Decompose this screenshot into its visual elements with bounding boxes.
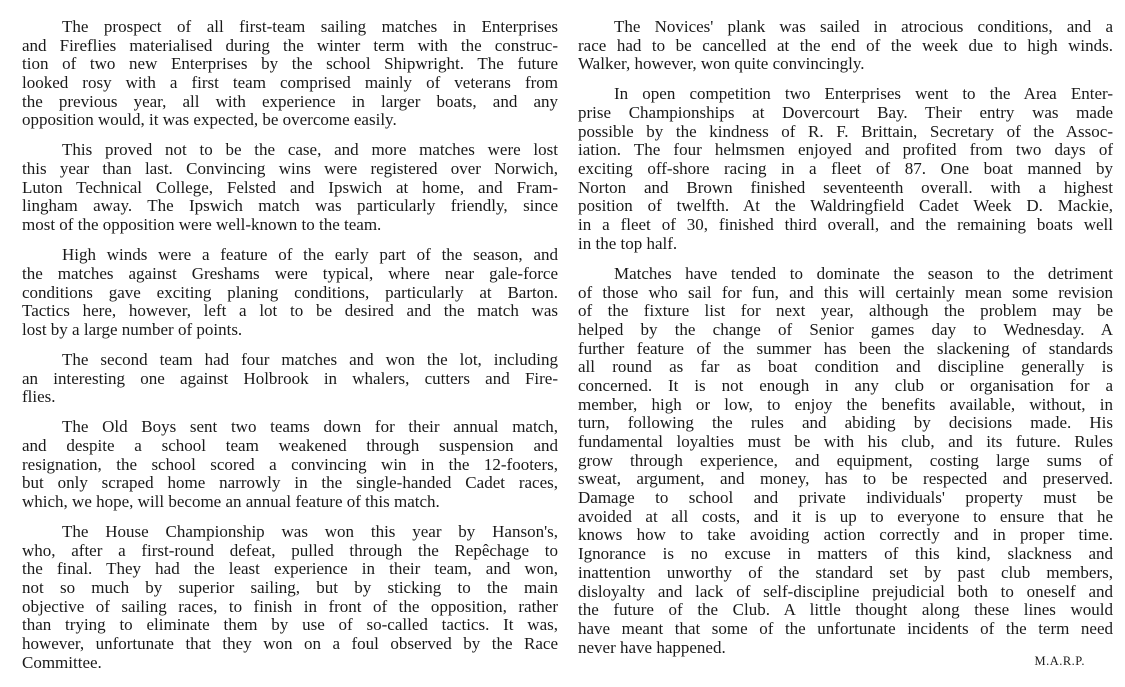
text-line: This proved not to be the case, and more matches were lost — [62, 140, 558, 160]
text-line: member, high or low, to enjoy the benefits available, without, in — [578, 394, 1113, 414]
text-line: which, we hope, will become an annual feature of this match. — [22, 492, 440, 511]
text-line: The Novices' plank was sailed in atrocious conditions, and a — [614, 17, 1113, 36]
text-line: not so much by superior sailing, but by sticking to the main — [22, 578, 558, 598]
text-line: an interesting one against Holbrook in whalers, cutters and Fire- — [22, 368, 558, 388]
text-line: the final. They had the least experience in their team, and won, — [22, 559, 558, 579]
text-line: the previous year, all with experience in larger boats, and any — [22, 91, 558, 111]
text-line: but only scraped home narrowly in the single-handed Cadet races, — [22, 473, 558, 493]
author-initials: M.A.R.P. — [1034, 654, 1085, 668]
left-column — [22, 18, 558, 684]
paragraph — [22, 351, 558, 407]
text-line: possible by the kindness of R. F. Brittain, Secretary of the Assoc- — [578, 121, 1113, 141]
text-line: who, after a first-round defeat, pulled through the Repêchage to — [22, 540, 558, 560]
text-line: the future of the Club. A little thought along these lines would — [578, 600, 1113, 620]
text-line: prise Championships at Dovercourt Bay. Their entry was made — [578, 103, 1113, 123]
text-line: Tactics here, however, left a lot to be desired and the match was — [22, 301, 558, 321]
text-line: in a fleet of 30, finished third overall, and the remaining boats well — [578, 215, 1113, 235]
text-line: tion of two new Enterprises by the school Shipwright. The future — [22, 54, 558, 74]
text-line: and Fireflies materialised during the winter term with the construc- — [22, 35, 558, 55]
paragraph — [22, 18, 558, 130]
text-line: conditions gave exciting planing conditions, particularly at Barton. — [22, 282, 558, 302]
text-line: grow through experience, and equipment, costing large sums of — [578, 450, 1113, 470]
text-line: of the fixture list for next year, although the problem may be — [578, 301, 1113, 321]
text-line: of those who sail for fun, and this will certainly mean some revision — [578, 282, 1113, 302]
text-line: however, unfortunate that they won on a foul observed by the Race — [22, 634, 558, 654]
text-line: exciting off-shore racing in a fleet of 87. One boat manned by — [578, 159, 1113, 179]
text-line: all round as far as boat condition and discipline generally is — [578, 357, 1113, 377]
text-line: Walker, however, won quite convincingly. — [578, 54, 865, 74]
text-line: inattention unworthy of the standard set by past club members, — [578, 562, 1113, 582]
text-line: Damage to school and private individuals' property must be — [578, 488, 1113, 508]
text-line: have meant that some of the unfortunate incidents of the term need — [578, 618, 1113, 638]
text-line: Luton Technical College, Felsted and Ipswich at home, and Fram- — [22, 177, 558, 197]
text-line: never have happened. — [578, 637, 726, 657]
text-line: concerned. It is not enough in any club or organisation for a — [578, 375, 1113, 395]
text-line: in the top half. — [578, 233, 678, 253]
paragraph — [578, 18, 1113, 74]
text-line: the matches against Greshams were typical, where near gale-force — [22, 263, 558, 283]
text-line: The second team had four matches and won the lot, including — [62, 349, 558, 369]
text-line: High winds were a feature of the early part of the season, and — [62, 245, 558, 265]
paragraph — [22, 246, 558, 339]
paragraph — [22, 418, 558, 511]
text-line: race had to be cancelled at the end of the week due to high winds. — [578, 35, 1113, 55]
text-line: Matches have tended to dominate the season to the detriment — [614, 263, 1113, 283]
text-line: The prospect of all first-team sailing matches in Enterprises — [62, 17, 558, 36]
text-line: looked rosy with a first team comprised mainly of veterans from — [22, 73, 558, 93]
text-line: lingham away. The Ipswich match was particularly friendly, since — [22, 196, 558, 216]
right-column — [578, 18, 1113, 669]
text-line: Ignorance is no excuse in matters of this kind, slackness and — [578, 544, 1113, 564]
text-line: most of the opposition were well-known to the team. — [22, 215, 382, 235]
text-line: The Old Boys sent two teams down for their annual match, — [62, 417, 558, 437]
text-line: sweat, argument, and money, has to be respected and preserved. — [578, 469, 1113, 489]
text-line: Norton and Brown finished seventeenth overall. with a highest — [578, 177, 1113, 197]
text-line: iation. The four helmsmen enjoyed and profited from two days of — [578, 140, 1113, 160]
text-line: Committee. — [22, 652, 102, 672]
text-line: fundamental loyalties must be with his club, and its future. Rules — [578, 432, 1113, 452]
text-line: helped by the change of Senior games day to Wednesday. A — [578, 319, 1113, 339]
text-line: further feature of the summer has been the slackening of standards — [578, 338, 1113, 358]
paragraph — [578, 85, 1113, 253]
text-line: position of twelfth. At the Waldringfield Cadet Week D. Mackie, — [578, 196, 1113, 216]
paragraph — [22, 523, 558, 673]
text-line: this year than last. Convincing wins were registered over Norwich, — [22, 159, 558, 179]
text-line: disloyalty and lack of self-discipline prejudicial both to oneself and — [578, 581, 1113, 601]
text-line: avoided at all costs, and it is up to everyone to ensure that he — [578, 506, 1113, 526]
text-line: knows how to take avoiding action correctly and in proper time. — [578, 525, 1113, 545]
text-line: In open competition two Enterprises went to the Area Enter- — [614, 84, 1113, 104]
paragraph — [578, 265, 1113, 657]
text-line: flies. — [22, 387, 56, 407]
text-line: opposition would, it was expected, be overcome easily. — [22, 110, 397, 130]
text-line: and despite a school team weakened through suspension and — [22, 435, 558, 455]
text-line: resignation, the school scored a convincing win in the 12-footers, — [22, 454, 558, 474]
text-line: The House Championship was won this year by Hanson's, — [62, 521, 558, 541]
paragraph — [22, 141, 558, 234]
text-line: turn, following the rules and abiding by decisions made. His — [578, 413, 1113, 433]
text-line: objective of sailing races, to finish in front of the opposition, rather — [22, 596, 558, 616]
text-line: lost by a large number of points. — [22, 319, 243, 339]
text-line: than trying to eliminate them by use of so-called tactics. It was, — [22, 615, 558, 635]
